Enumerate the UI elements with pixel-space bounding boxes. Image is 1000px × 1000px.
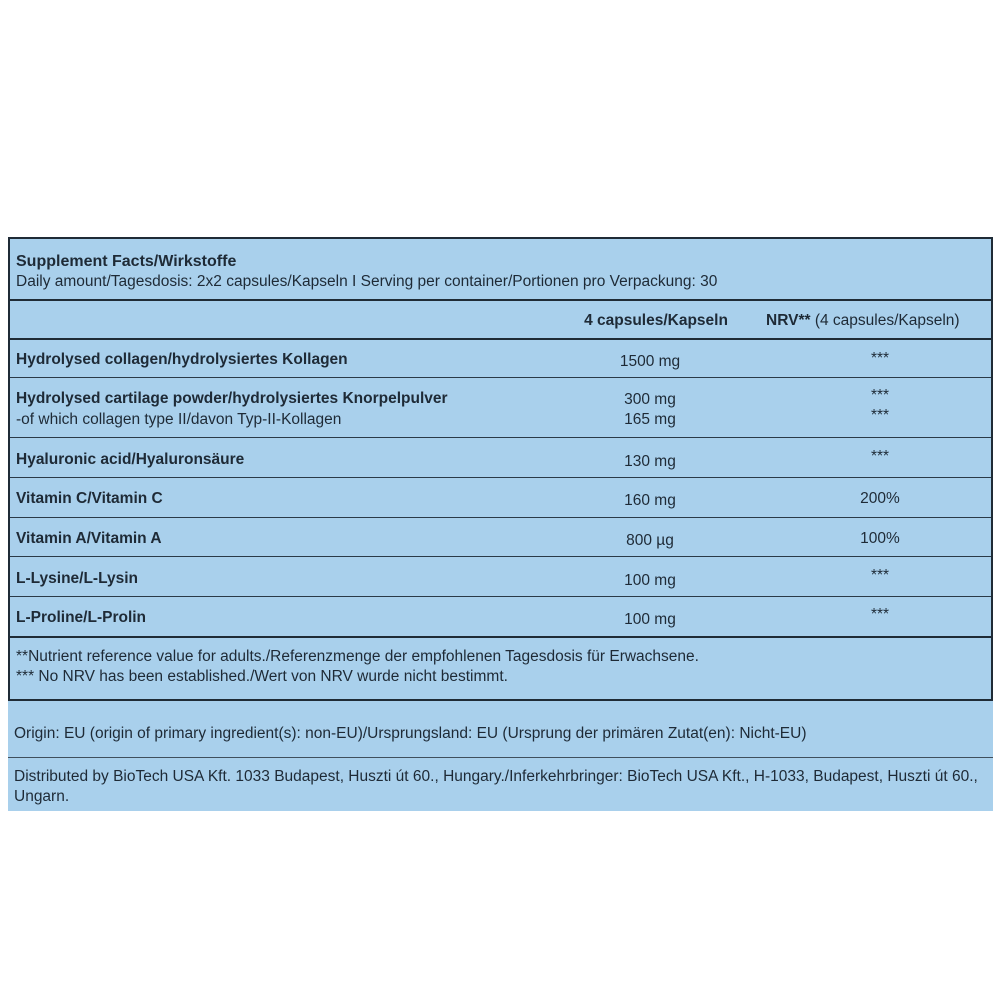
row-name: Vitamin C/Vitamin C [16, 490, 163, 507]
row-name: Hyaluronic acid/Hyaluronsäure [16, 451, 245, 468]
row-divider [10, 377, 991, 378]
footnote-no-nrv: *** No NRV has been established./Wert von NRV wurde nicht bestimmt. [16, 668, 508, 685]
row-sub-name: -of which collagen type II/davon Typ-II-Kollagen [16, 411, 342, 428]
row-nrv: *** [870, 448, 890, 465]
row-name: Hydrolysed collagen/hydrolysiertes Kollagen [16, 351, 348, 368]
row-divider [10, 437, 991, 438]
row-nrv: 200% [860, 490, 900, 507]
row-amount: 1500 mg [619, 353, 681, 370]
origin-statement: Origin: EU (origin of primary ingredient(s): non-EU)/Ursprungsland: EU (Ursprung der primären Zutat(en): Nicht-EU) [14, 725, 807, 742]
nrv-column-header [766, 312, 960, 330]
divider [10, 636, 991, 638]
divider [10, 338, 991, 340]
nrv-header-rest: (4 capsules/Kapseln) [810, 312, 960, 329]
row-name: L-Proline/L-Prolin [16, 609, 147, 626]
footnote-nrv: **Nutrient reference value for adults./Referenzmenge der empfohlenen Tagesdosis für Erwachsene. [16, 648, 699, 665]
row-name: Vitamin A/Vitamin A [16, 530, 162, 547]
row-amount: 160 mg [624, 492, 676, 509]
divider [10, 299, 991, 301]
row-divider [10, 477, 991, 478]
row-divider [10, 517, 991, 518]
nrv-header-bold: NRV** [766, 312, 811, 329]
row-nrv: *** [870, 567, 890, 584]
row-sub-amount: 165 mg [624, 411, 676, 428]
row-nrv: *** [870, 387, 890, 404]
divider [8, 757, 993, 758]
supplement-label-panel [8, 237, 993, 811]
row-sub-nrv: *** [870, 407, 890, 424]
row-amount: 130 mg [624, 453, 676, 470]
row-name: Hydrolysed cartilage powder/hydrolysiertes Knorpelpulver [16, 390, 448, 407]
row-amount: 300 mg [624, 391, 676, 408]
row-nrv: 100% [860, 530, 900, 547]
supplement-facts-table [8, 237, 993, 701]
row-divider [10, 556, 991, 557]
row-amount: 800 µg [626, 532, 674, 549]
row-nrv: *** [870, 350, 890, 367]
facts-title: Supplement Facts/Wirkstoffe [16, 253, 237, 270]
row-nrv: *** [870, 606, 890, 623]
distributor-statement: Distributed by BioTech USA Kft. 1033 Budapest, Huszti út 60., Hungary./Inferkehrbringer: BioTech USA Kft., H-1033, Budapest, Huszti út 60., Ungarn. [14, 768, 978, 805]
row-divider [10, 596, 991, 597]
daily-amount-line: Daily amount/Tagesdosis: 2x2 capsules/Kapseln I Serving per container/Portionen pro Verpackung: 30 [16, 273, 718, 290]
row-name: L-Lysine/L-Lysin [16, 570, 139, 587]
row-amount: 100 mg [624, 611, 676, 628]
row-amount: 100 mg [624, 572, 676, 589]
amount-column-header: 4 capsules/Kapseln [584, 312, 728, 329]
